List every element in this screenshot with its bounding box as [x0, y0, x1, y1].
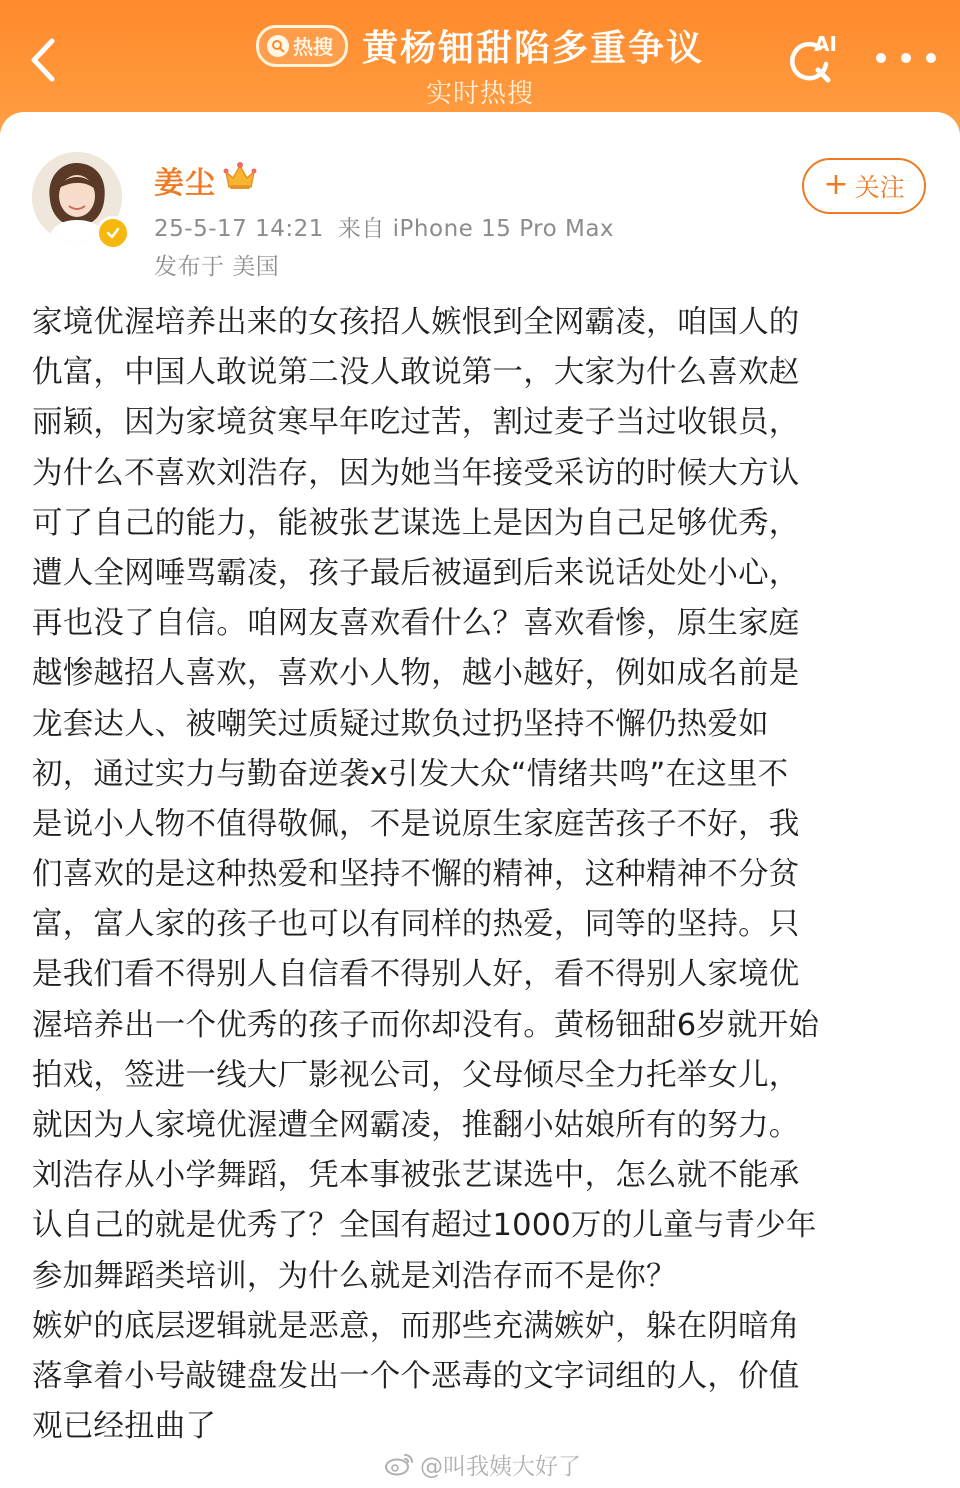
ai-search-button[interactable] — [780, 30, 844, 90]
more-options-button[interactable] — [876, 38, 936, 78]
post-text-line: 是说小人物不值得敬佩，不是说原生家庭苦孩子不好，我 — [32, 806, 800, 842]
post-text — [32, 298, 932, 1452]
post-text-line: 丽颖，因为家境贫寒早年吃过苦，割过麦子当过收银员， — [32, 405, 800, 441]
post-text-line: 拍戏，签进一线大厂影视公司，父母倾尽全力托举女儿， — [32, 1057, 800, 1093]
post-timestamp: 25-5-17 14:21 — [154, 216, 324, 242]
post-text-line: 是我们看不得别人自信看不得别人好，看不得别人家境优 — [32, 957, 800, 993]
post-text-line: 再也没了自信。咱网友喜欢看什么？喜欢看惨，原生家庭 — [32, 606, 800, 642]
follow-label: 关注 — [854, 173, 905, 202]
post-text-line: 认自己的就是优秀了？全国有超过1000万的儿童与青少年 — [32, 1208, 817, 1244]
watermark-text: @叫我姨大好了 — [420, 1453, 581, 1480]
post-text-line: 嫉妒的底层逻辑就是恶意，而那些充满嫉妒，躲在阴暗角 — [32, 1308, 800, 1344]
search-icon — [267, 35, 289, 57]
verified-icon — [96, 216, 130, 250]
hot-search-badge[interactable] — [256, 25, 348, 67]
post-text-line: 富，富人家的孩子也可以有同样的热爱，同等的坚持。只 — [32, 907, 800, 943]
plus-icon: + — [823, 167, 849, 202]
follow-button[interactable] — [802, 158, 926, 214]
crown-icon — [222, 160, 258, 192]
watermark — [384, 1444, 581, 1484]
post-text-line: 龙套达人、被嘲笑过质疑过欺负过扔坚持不懈仍热爱如 — [32, 706, 769, 742]
post-text-line: 仇富，中国人敢说第二没人敢说第一，大家为什么喜欢赵 — [32, 355, 800, 391]
post-text-line: 就因为人家境优渥遭全网霸凌，推翻小姑娘所有的努力。 — [32, 1108, 800, 1143]
post-location: 发布于 美国 — [154, 254, 280, 280]
post-text-line: 遭人全网唾骂霸凌，孩子最后被逼到后来说话处处小心， — [32, 555, 800, 591]
post-text-line: 渥培养出一个优秀的孩子而你却没有。黄杨钿甜6岁就开始 — [32, 1007, 820, 1043]
hot-badge-label: 热搜 — [292, 35, 333, 59]
post-text-line: 观已经扭曲了 — [32, 1409, 217, 1445]
post-text-line: 落拿着小号敲键盘发出一个个恶毒的文字词组的人，价值 — [32, 1358, 800, 1394]
post-text-line: 越惨越招人喜欢，喜欢小人物，越小越好，例如成名前是 — [32, 656, 800, 692]
post-meta — [154, 210, 614, 243]
more-dot-icon — [926, 53, 936, 63]
post-source: 来自 iPhone 15 Pro Max — [337, 216, 615, 242]
post-card — [0, 112, 960, 1488]
author-name[interactable]: 姜尘 — [154, 166, 216, 201]
post-text-line: 参加舞蹈类培训，为什么就是刘浩存而不是你？ — [32, 1258, 677, 1294]
page-subtitle: 实时热搜 — [425, 79, 534, 109]
post-text-line: 初，通过实力与勤奋逆袭x引发大众“情绪共鸣”在这里不 — [32, 756, 789, 792]
weibo-logo-icon — [384, 1452, 414, 1476]
post-text-line: 们喜欢的是这种热爱和坚持不懈的精神，这种精神不分贫 — [32, 857, 800, 893]
page-title: 黄杨钿甜陷多重争议 — [361, 28, 704, 69]
post-text-line: 为什么不喜欢刘浩存，因为她当年接受采访的时候大方认 — [32, 455, 800, 491]
post-text-line: 刘浩存从小学舞蹈，凭本事被张艺谋选中，怎么就不能承 — [32, 1158, 800, 1194]
post-text-line: 家境优渥培养出来的女孩招人嫉恨到全网霸凌，咱国人的 — [32, 305, 800, 340]
more-dot-icon — [876, 53, 886, 63]
post-text-line: 可了自己的能力，能被张艺谋选上是因为自己足够优秀， — [32, 505, 800, 541]
more-dot-icon — [901, 53, 911, 63]
ai-label: AI — [814, 32, 837, 56]
